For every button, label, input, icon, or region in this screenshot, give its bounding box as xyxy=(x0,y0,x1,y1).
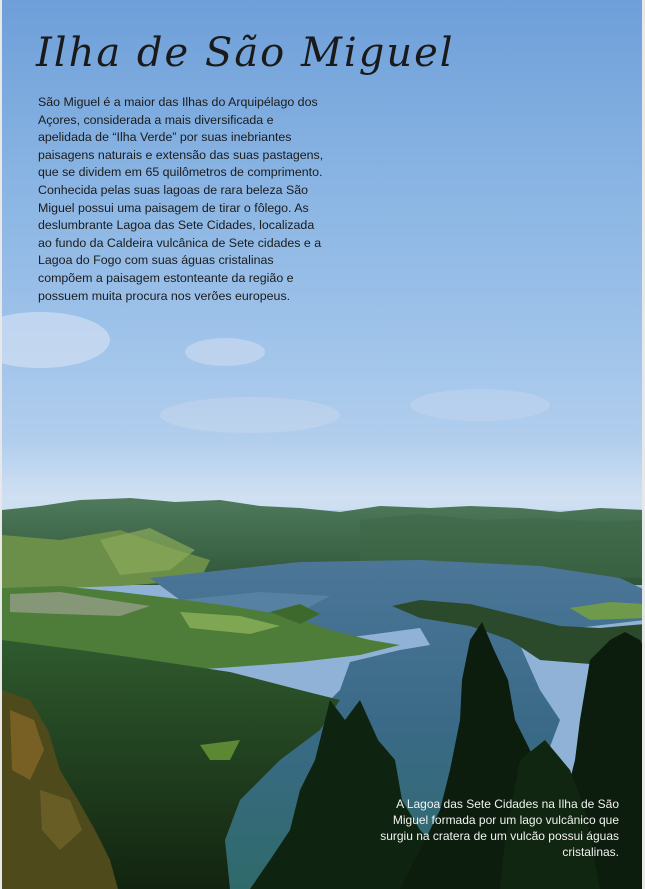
photo-caption: A Lagoa das Sete Cidades na Ilha de São Miguel formada por um lago vulcânico que surgiu na cratera de um vulcão possui águas cristalinas. xyxy=(380,797,619,859)
page-edge-left xyxy=(0,0,2,889)
page-title: Ilha de São Miguel xyxy=(36,30,455,76)
intro-paragraph: São Miguel é a maior das Ilhas do Arquipélago dos Açores, considerada a mais diversificada e apelidada de “Ilha Verde” por suas inebriantes paisagens naturais e extensão das suas pastagens, que se dividem em 65 quilômetros de comprimento. Conhecida pelas suas lagoas de rara beleza São Miguel possui uma paisagem de tirar o fôlego. As deslumbrante Lagoa das Sete Cidades, localizada ao fundo da Caldeira vulcânica de Sete cidades e a Lagoa do Fogo com suas águas cristalinas compõem a paisagem estonteante da região e possuem muita procura nos verões europeus. xyxy=(38,95,324,303)
